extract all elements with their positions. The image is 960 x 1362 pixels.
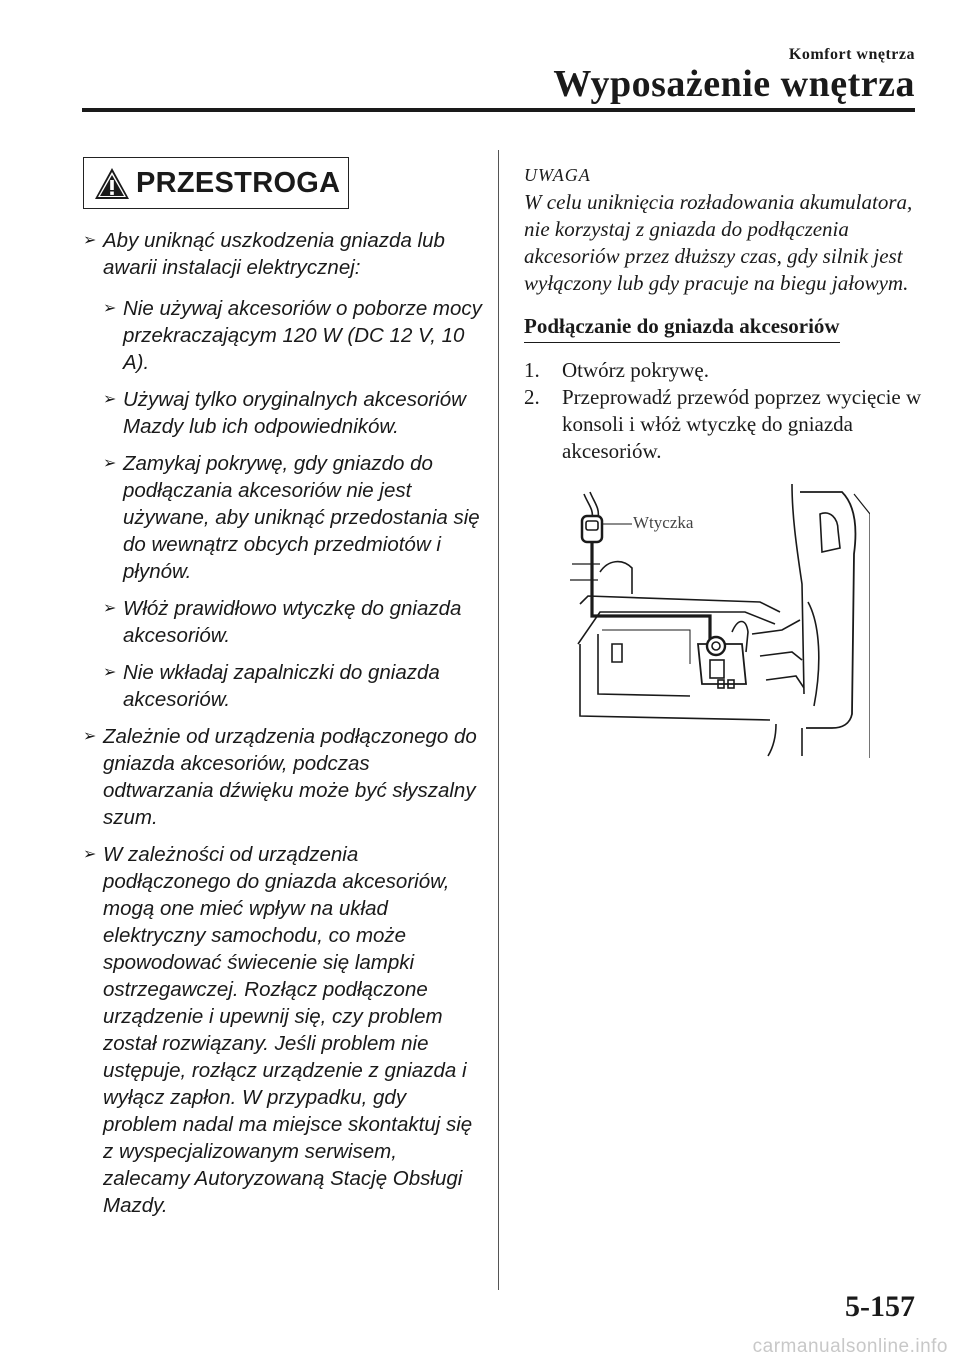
- accessory-socket-illustration: [570, 484, 870, 764]
- step-text: Otwórz pokrywę.: [562, 358, 709, 382]
- caution-box: [83, 157, 349, 209]
- step-item: [524, 357, 924, 384]
- warning-triangle-icon: [94, 167, 130, 200]
- section-title: Komfort wnętrza: [788, 46, 915, 63]
- note-label: UWAGA: [524, 165, 591, 185]
- step-text: Przeprowadź przewód poprzez wycięcie w konsoli i włóż wtyczkę do gniazda akcesoriów.: [562, 385, 922, 463]
- watermark: carmanualsonline.info: [752, 1336, 948, 1357]
- caution-title: PRZESTROGA: [136, 167, 341, 199]
- caution-sub-item: ➢ Nie używaj akcesoriów o poborze mocy przekraczającym 120 W (DC 12 V, 10 A).: [103, 295, 483, 376]
- caution-item: ➢ Zależnie od urządzenia podłączonego do gniazda akcesoriów, podczas odtwarzania dźwięku może być słyszalny szum.: [83, 723, 483, 831]
- step-item: [524, 384, 924, 465]
- caution-sub-item: ➢ Włóż prawidłowo wtyczkę do gniazda akcesoriów.: [103, 595, 483, 649]
- caution-sub-item: ➢ Zamykaj pokrywę, gdy gniazdo do podłączania akcesoriów nie jest używane, aby uniknąć przedostania się do wewnątrz obcych przedmiotów i płynów.: [103, 450, 483, 585]
- header-rule: [82, 108, 915, 112]
- note-text: W celu uniknięcia rozładowania akumulatora, nie korzystaj z gniazda do podłączenia akcesoriów przez dłuższy czas, gdy silnik jest wyłączony lub gdy pracuje na biegu jałowym.: [524, 190, 913, 295]
- right-column: [524, 162, 924, 465]
- figure-label-plug: Wtyczka: [633, 513, 694, 532]
- step-number: 1.: [524, 358, 540, 382]
- page-title: Wyposażenie wnętrza: [553, 63, 915, 105]
- caution-sub-item: ➢ Używaj tylko oryginalnych akcesoriów Mazdy lub ich odpowiedników.: [103, 386, 483, 440]
- step-number: 2.: [524, 385, 540, 409]
- connect-heading: Podłączanie do gniazda akcesoriów: [524, 313, 840, 343]
- caution-item: ➢ W zależności od urządzenia podłączonego do gniazda akcesoriów, mogą one mieć wpływ na układ elektryczny samochodu, co może spowodować świecenie się lampki ostrzegawczej. Rozłącz podłączone urządzenie i upewnij się, czy problem został rozwiązany. Jeśli problem nie ustępuje, rozłącz urządzenie z gniazda i wyłącz zapłon. W przypadku, gdy problem nadal ma miejsce skontaktuj się z wyspecjalizowanym serwisem, zalecamy Autoryzowaną Stację Obsługi Mazdy.: [83, 841, 483, 1219]
- caution-content: [83, 227, 483, 1229]
- page-number: 5-157: [845, 1290, 915, 1323]
- column-divider: [498, 150, 499, 1290]
- caution-sub-item: ➢ Nie wkładaj zapalniczki do gniazda akcesoriów.: [103, 659, 483, 713]
- caution-intro: ➢ Aby uniknąć uszkodzenia gniazda lub awarii instalacji elektrycznej:: [83, 227, 483, 281]
